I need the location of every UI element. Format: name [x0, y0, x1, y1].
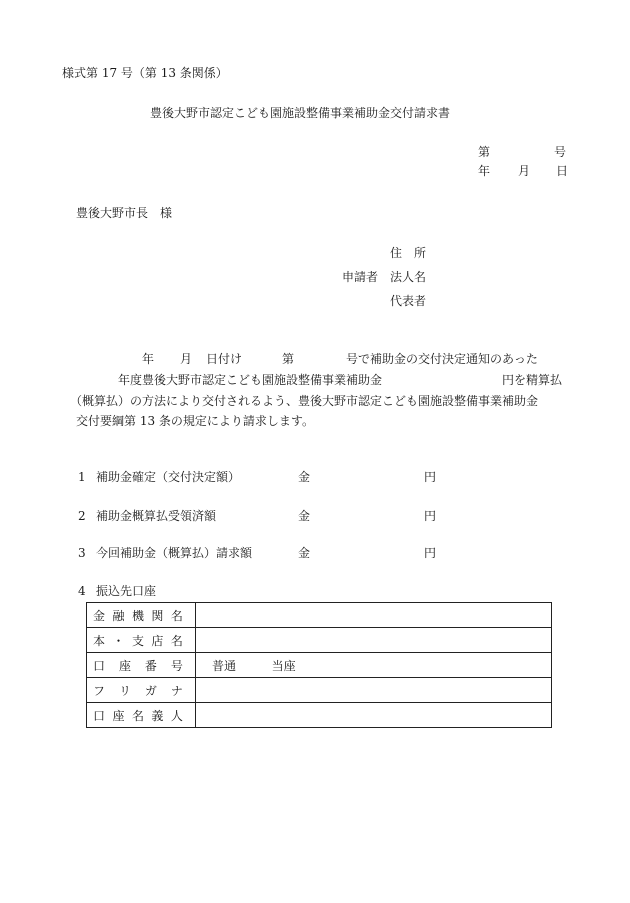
body-line2-lead: 年度豊後大野市認定こども園施設整備事業補助金 — [118, 373, 383, 387]
corporation-label: 法人名 — [390, 270, 427, 284]
item-number: 1 — [78, 470, 86, 484]
label-char: 名 — [170, 633, 183, 648]
label-char: 号 — [170, 658, 183, 673]
item-label: 補助金概算払受領済額 — [96, 509, 217, 523]
account-holder-label — [87, 703, 196, 728]
body-month: 月 — [180, 352, 193, 366]
furigana-label — [87, 678, 196, 703]
bank-name-field[interactable] — [196, 603, 552, 628]
doc-number-prefix: 第 — [478, 145, 491, 159]
date-day: 日 — [556, 164, 569, 178]
table-row — [87, 628, 552, 653]
doc-number-suffix: 号 — [554, 145, 567, 159]
label-char: 人 — [170, 708, 183, 723]
body-no-prefix: 第 — [282, 352, 295, 366]
table-row — [87, 678, 552, 703]
account-type-current[interactable]: 当座 — [271, 658, 296, 673]
label-char: 座 — [118, 658, 132, 673]
label-char: ガ — [144, 683, 158, 698]
item-kin: 金 — [298, 470, 311, 484]
bank-heading-number: 4 — [78, 584, 86, 598]
label-char: 名 — [170, 608, 183, 623]
label-char: ナ — [170, 683, 183, 698]
body-line2-tail: 円を精算払 — [502, 373, 563, 387]
item-yen: 円 — [424, 546, 437, 560]
table-row — [87, 653, 552, 678]
label-char: 店 — [151, 633, 164, 648]
bank-heading: 振込先口座 — [96, 584, 157, 598]
applicant-role: 申請者 — [342, 270, 379, 284]
account-holder-field[interactable] — [196, 703, 552, 728]
label-char: 番 — [144, 658, 158, 673]
bank-name-label — [87, 603, 196, 628]
representative-label: 代表者 — [390, 294, 427, 308]
item-label: 今回補助金（概算払）請求額 — [96, 546, 253, 560]
label-char: フ — [93, 683, 106, 698]
label-char: 名 — [131, 708, 145, 723]
date-month: 月 — [518, 164, 531, 178]
body-line1-rest: 号で補助金の交付決定通知のあった — [346, 352, 538, 366]
label-char: 支 — [131, 633, 145, 648]
body-year: 年 — [142, 352, 155, 366]
branch-name-field[interactable] — [196, 628, 552, 653]
label-char: 座 — [112, 708, 125, 723]
account-number-field[interactable] — [196, 653, 552, 678]
body-line4: 交付要綱第 13 条の規定により請求します。 — [76, 414, 314, 428]
form-number: 様式第 17 号（第 13 条関係） — [62, 66, 228, 80]
item-yen: 円 — [424, 509, 437, 523]
item-number: 3 — [78, 546, 86, 560]
addressee: 豊後大野市長 様 — [76, 206, 173, 220]
item-yen: 円 — [424, 470, 437, 484]
label-char: 金 — [93, 608, 106, 623]
item-kin: 金 — [298, 509, 311, 523]
label-char: 義 — [151, 708, 164, 723]
item-label: 補助金確定（交付決定額） — [96, 470, 241, 484]
branch-name-label — [87, 628, 196, 653]
document-title: 豊後大野市認定こども園施設整備事業補助金交付請求書 — [150, 106, 451, 120]
furigana-field[interactable] — [196, 678, 552, 703]
item-kin: 金 — [298, 546, 311, 560]
date-year: 年 — [478, 164, 491, 178]
account-number-label — [87, 653, 196, 678]
label-char: 本 — [93, 633, 106, 648]
table-row — [87, 603, 552, 628]
item-number: 2 — [78, 509, 86, 523]
label-char: 口 — [93, 658, 106, 673]
label-char: 関 — [151, 608, 164, 623]
table-row — [87, 703, 552, 728]
label-char: 融 — [112, 608, 125, 623]
label-char: 口 — [93, 708, 106, 723]
label-char: リ — [118, 683, 132, 698]
account-type-ordinary[interactable]: 普通 — [212, 658, 237, 673]
body-dated: 日付け — [206, 352, 243, 366]
address-label: 住 所 — [390, 246, 427, 260]
label-char: 機 — [131, 608, 145, 623]
label-char: ・ — [112, 633, 125, 648]
bank-account-table — [86, 602, 552, 728]
body-line3: （概算払）の方法により交付されるよう、豊後大野市認定こども園施設整備事業補助金 — [70, 394, 539, 408]
